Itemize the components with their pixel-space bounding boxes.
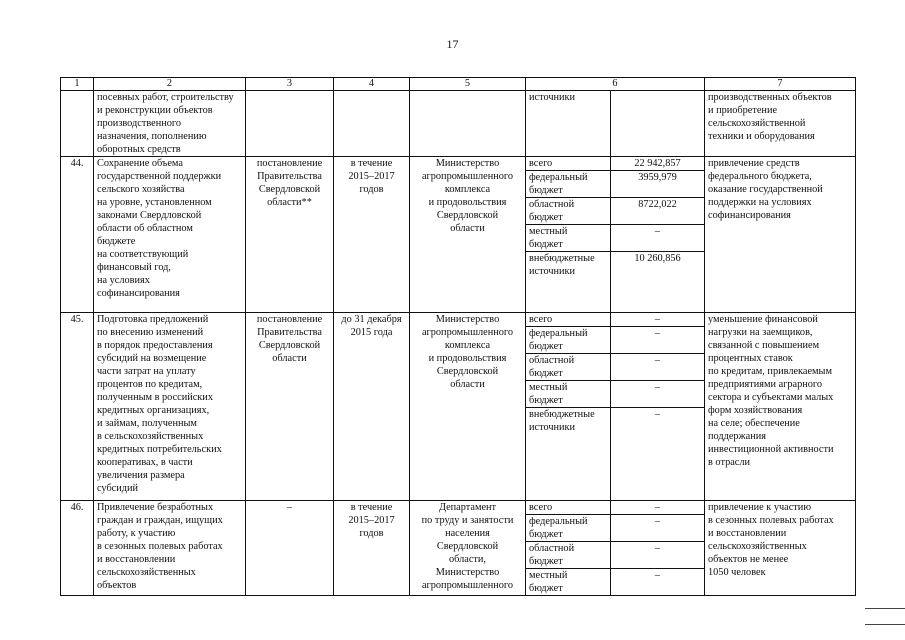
- funding-amount: –: [611, 225, 705, 252]
- expected-result-text: привлечение к участию в сезонных полевых работах и восстановлении сельскохозяйственных объектов не менее 1050 человек: [708, 502, 834, 578]
- funding-source-label-text: внебюджетные источники: [529, 253, 595, 277]
- continuation-description: [94, 91, 246, 157]
- table-header-row: [61, 78, 856, 91]
- table-row: [61, 501, 856, 515]
- funding-source-label-text: областной бюджет: [529, 199, 575, 223]
- continuation-row: [61, 91, 856, 157]
- funding-amount: –: [611, 542, 705, 569]
- legal-act-text: –: [286, 502, 293, 513]
- continuation-result-text: производственных объектов и приобретение сельскохозяйственной техники и оборудования: [708, 92, 832, 142]
- row-number: [61, 501, 94, 596]
- continuation-funding-label: [526, 91, 611, 157]
- funding-source-label: [526, 171, 611, 198]
- funding-source-label-text: местный бюджет: [529, 226, 568, 250]
- funding-source-label-text: всего: [529, 158, 553, 169]
- row-number: [61, 313, 94, 501]
- header-cell: 6: [526, 78, 705, 91]
- header-cell: 3: [246, 78, 334, 91]
- funding-source-label-text: федеральный бюджет: [529, 328, 588, 352]
- funding-amount: –: [611, 313, 705, 327]
- funding-amount: 22 942,857: [611, 157, 705, 171]
- header-cell: 4: [334, 78, 410, 91]
- continuation-result: [705, 91, 856, 157]
- continuation-funding-label-text: источники: [529, 92, 576, 103]
- responsible-executor-text: Министерство агропромышленного комплекса и продовольствия Свердловской области: [421, 314, 514, 390]
- expected-result-text: привлечение средств федерального бюджета, оказание государственной поддержки на условиях софинансирования: [708, 158, 823, 221]
- row-number-text: 46.: [70, 502, 84, 513]
- funding-source-label-text: местный бюджет: [529, 570, 568, 594]
- funding-source-label-text: областной бюджет: [529, 543, 575, 567]
- funding-amount: 10 260,856: [611, 252, 705, 313]
- measure-description-text: Подготовка предложений по внесению изменений в порядок предоставления субсидий на возмещение части затрат на уплату процентов по кредитам, полученным в российских кредитных организациях, и займам, полученным в сельскохозяйственных кредитных потребительских кооперативах, в части увеличения размера субсидий: [97, 314, 222, 494]
- header-cell: 5: [410, 78, 526, 91]
- funding-amount: –: [611, 327, 705, 354]
- legal-act: [246, 157, 334, 313]
- continuation-col5: [410, 91, 526, 157]
- responsible-executor: [410, 501, 526, 596]
- funding-source-label: [526, 252, 611, 313]
- funding-source-label: [526, 225, 611, 252]
- row-number-text: 44.: [70, 158, 84, 169]
- funding-source-label: [526, 354, 611, 381]
- execution-period: [334, 501, 410, 596]
- responsible-executor: [410, 157, 526, 313]
- expected-result: [705, 313, 856, 501]
- expected-result: [705, 157, 856, 313]
- legal-act-text: постановление Правительства Свердловской области**: [256, 158, 323, 208]
- document-table: [60, 77, 856, 596]
- funding-amount: –: [611, 501, 705, 515]
- measure-description-text: Сохранение объема государственной поддержки сельского хозяйства на уровне, установленном законами Свердловской области об областном бюджете на соответствующий финансовый год, на условиях софинансирования: [97, 158, 222, 299]
- continuation-funding-value: [611, 91, 705, 157]
- header-cell: 1: [61, 78, 94, 91]
- execution-period: [334, 157, 410, 313]
- legal-act: [246, 501, 334, 596]
- funding-source-label-text: областной бюджет: [529, 355, 575, 379]
- funding-amount: –: [611, 408, 705, 501]
- funding-source-label-text: местный бюджет: [529, 382, 568, 406]
- expected-result-text: уменьшение финансовой нагрузки на заемщиков, связанной с повышением процентных ставок по кредитам, привлекаемым предприятиями аграрного сектора и субъектами малых форм хозяйствования на селе; обеспечение поддержания инвестиционной активности в отрасли: [708, 314, 834, 468]
- funding-source-label-text: всего: [529, 314, 553, 325]
- responsible-executor: [410, 313, 526, 501]
- funding-amount: 8722,022: [611, 198, 705, 225]
- execution-period-text: до 31 декабря 2015 года: [341, 314, 402, 338]
- table-row: [61, 157, 856, 171]
- funding-source-label-text: федеральный бюджет: [529, 516, 588, 540]
- row-number: [61, 157, 94, 313]
- header-cell: 2: [94, 78, 246, 91]
- responsible-executor-text: Департамент по труду и занятости населения Свердловской области, Министерство агропромышленного: [421, 502, 514, 591]
- funding-source-label: [526, 542, 611, 569]
- funding-source-label: [526, 157, 611, 171]
- header-cell: 7: [705, 78, 856, 91]
- expected-result: [705, 501, 856, 596]
- measure-description-text: Привлечение безработных граждан и граждан, ищущих работу, к участию в сезонных полевых работах и восстановлении сельскохозяйственных объектов: [97, 502, 223, 591]
- legal-act: [246, 313, 334, 501]
- table-row: [61, 313, 856, 327]
- responsible-executor-text: Министерство агропромышленного комплекса и продовольствия Свердловской области: [421, 158, 514, 234]
- funding-source-label-text: внебюджетные источники: [529, 409, 595, 433]
- row-number-text: 45.: [70, 314, 84, 325]
- execution-period-text: в течение 2015–2017 годов: [348, 158, 395, 195]
- measure-description: [94, 157, 246, 313]
- continuation-col3: [246, 91, 334, 157]
- measure-description: [94, 313, 246, 501]
- continuation-col4: [334, 91, 410, 157]
- scan-edge-mark: [865, 608, 905, 609]
- funding-source-label: [526, 198, 611, 225]
- measure-description: [94, 501, 246, 596]
- funding-source-label: [526, 327, 611, 354]
- legal-act-text: постановление Правительства Свердловской области: [256, 314, 323, 364]
- scan-edge-mark: [865, 624, 905, 625]
- continuation-num-cell: [61, 91, 94, 157]
- funding-source-label: [526, 569, 611, 596]
- execution-period-text: в течение 2015–2017 годов: [348, 502, 395, 539]
- funding-amount: –: [611, 381, 705, 408]
- funding-source-label: [526, 515, 611, 542]
- funding-source-label: [526, 381, 611, 408]
- continuation-description-text: посевных работ, строительству и реконструкции объектов производственного назначения, пополнению оборотных средств: [97, 92, 234, 155]
- funding-amount: –: [611, 515, 705, 542]
- page-number: 17: [446, 37, 459, 51]
- funding-source-label-text: всего: [529, 502, 553, 513]
- funding-source-label: [526, 501, 611, 515]
- funding-source-label-text: федеральный бюджет: [529, 172, 588, 196]
- funding-amount: –: [611, 354, 705, 381]
- funding-amount: –: [611, 569, 705, 596]
- execution-period: [334, 313, 410, 501]
- funding-amount: 3959,979: [611, 171, 705, 198]
- funding-source-label: [526, 408, 611, 501]
- funding-source-label: [526, 313, 611, 327]
